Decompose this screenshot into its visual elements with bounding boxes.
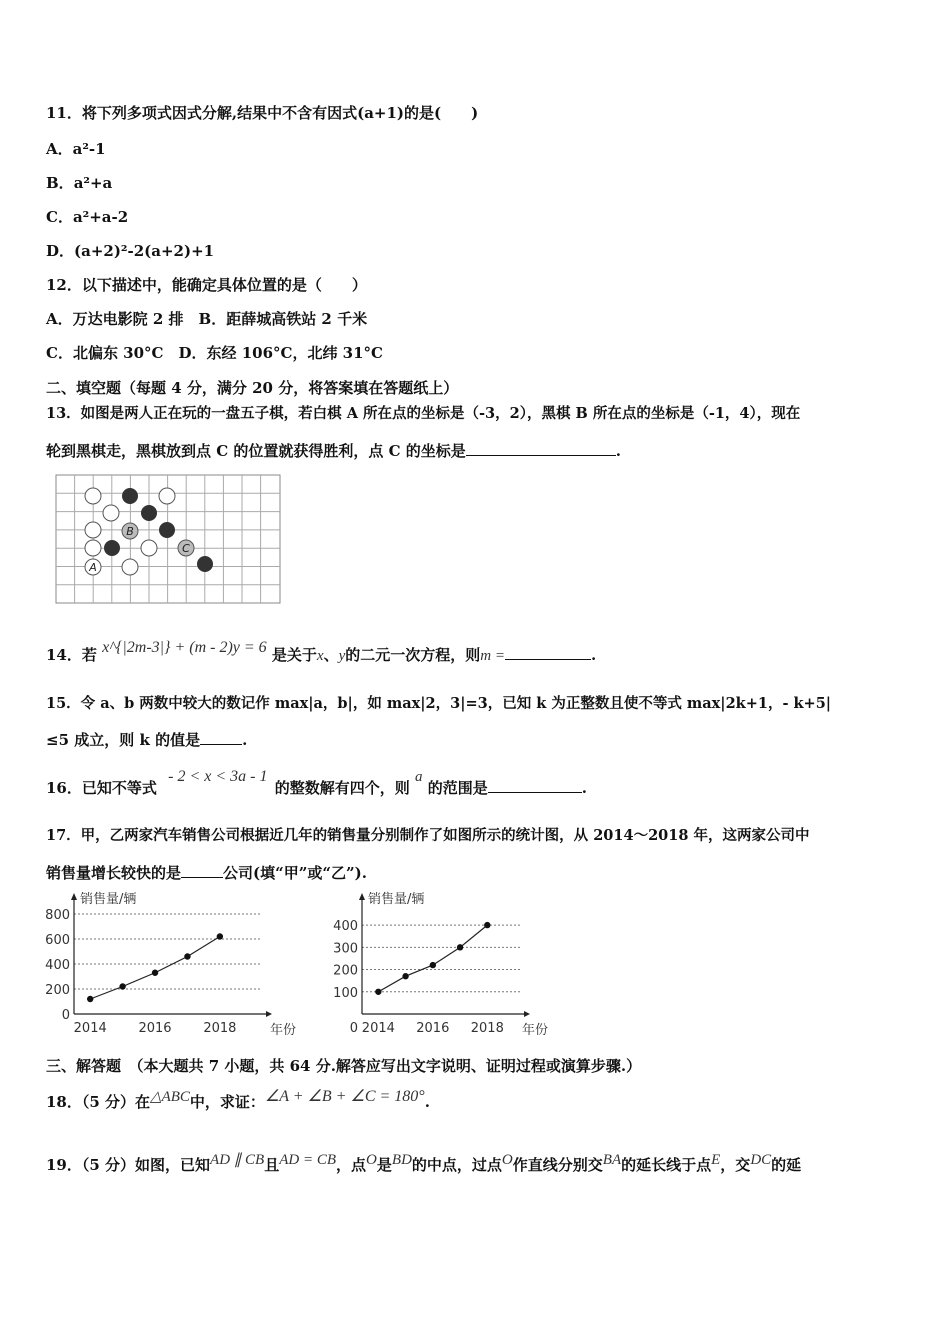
q14-middle: 是关于 <box>271 646 317 664</box>
q19-formula: AD ∥ CB <box>210 1152 265 1168</box>
q17-line1: 17．甲，乙两家汽车销售公司根据近几年的销售量分别制作了如图所示的统计图，从 2014～2018 年，这两家公司中 <box>46 827 810 844</box>
q18-formula: ∠A + ∠B + ∠C = 180° <box>264 1088 425 1105</box>
y-tick-label: 200 <box>333 963 358 979</box>
q18 <box>46 1088 430 1112</box>
black-stone <box>104 540 120 556</box>
origin-label: 0 <box>349 1021 358 1036</box>
y-axis-arrow <box>359 893 365 900</box>
option-label: D． <box>46 242 75 260</box>
y-tick-label: 100 <box>333 985 358 1001</box>
data-point <box>184 953 190 959</box>
q19-formula: BD <box>391 1152 412 1168</box>
q17-line2-b: 公司(填“甲”或“乙”). <box>223 864 367 882</box>
q15-answer-blank[interactable] <box>200 744 242 745</box>
x-tick-label: 2014 <box>73 1021 107 1036</box>
black-stone <box>159 522 175 538</box>
white-stone <box>159 488 175 504</box>
q16-prefix: 16．已知不等式 <box>46 779 157 797</box>
y-tick-label: 0 <box>61 1008 70 1023</box>
q11-stem: 11．将下列多项式因式分解,结果中不含有因式(a+1)的是( ) <box>46 104 479 122</box>
q14-m-eq: m = <box>480 648 506 664</box>
q15-line2 <box>46 729 247 750</box>
y-tick-label: 600 <box>45 933 70 948</box>
option-text: a²+a <box>73 174 113 192</box>
x-axis-arrow <box>266 1011 272 1017</box>
sales-chart-yi <box>332 888 562 1040</box>
q13-line1: 13．如图是两人正在玩的一盘五子棋，若白棋 A 所在点的坐标是（-3，2），黑棋 B 所在点的坐标是（-1，4），现在 <box>46 405 801 422</box>
x-tick-label: 2018 <box>470 1021 504 1036</box>
data-point <box>87 996 93 1002</box>
q16-answer-blank[interactable] <box>488 792 582 793</box>
data-point <box>152 970 158 976</box>
q19-text: 的延 <box>771 1156 802 1174</box>
y-axis-arrow <box>71 893 77 900</box>
white-stone <box>141 540 157 556</box>
q19-formula: DC <box>750 1152 772 1168</box>
series-line <box>90 937 220 1000</box>
black-stone <box>197 556 213 572</box>
q11-option-a <box>46 138 106 159</box>
data-point <box>430 962 436 968</box>
q14-prefix: 14．若 <box>46 646 97 664</box>
q13-answer-blank[interactable] <box>466 455 616 456</box>
y-axis-label: 销售量/辆 <box>368 892 425 907</box>
q14-var-x: x <box>316 648 324 664</box>
q19-formula: E <box>711 1152 721 1168</box>
q13-line2 <box>46 440 621 461</box>
option-text: (a+2)²-2(a+2)+1 <box>74 242 215 260</box>
q14-answer-blank[interactable] <box>505 659 591 660</box>
q19-text: ，点 <box>336 1156 367 1174</box>
gomoku-board <box>55 474 283 606</box>
white-stone <box>122 559 138 575</box>
label-b: B <box>126 525 134 538</box>
q19-text: 作直线分别交 <box>512 1156 603 1174</box>
y-tick-label: 300 <box>333 941 358 957</box>
label-c: C <box>182 542 190 555</box>
q16-suffix: 的范围是 <box>427 779 488 797</box>
q19-text: 的延长线于点 <box>621 1156 712 1174</box>
q19-text: 是 <box>376 1156 392 1174</box>
q17-answer-blank[interactable] <box>181 877 223 878</box>
q18-end: . <box>424 1093 430 1111</box>
q18-middle: 中，求证： <box>189 1093 265 1111</box>
data-point <box>484 922 490 928</box>
q12-options-row2: C．北偏东 30°C D．东经 106°C，北纬 31°C <box>46 344 383 362</box>
q11-option-c <box>46 206 128 227</box>
q17-line2 <box>46 862 367 883</box>
x-tick-label: 2014 <box>361 1021 395 1036</box>
y-tick-label: 200 <box>45 983 70 998</box>
data-point <box>217 933 223 939</box>
x-tick-label: 2016 <box>138 1021 172 1036</box>
q14 <box>46 639 597 665</box>
q12-stem: 12．以下描述中，能确定具体位置的是（ ） <box>46 276 367 294</box>
q19-formula: AD = CB <box>279 1152 337 1168</box>
q15-end: . <box>242 731 248 749</box>
x-axis-arrow <box>524 1011 530 1017</box>
q16-middle: 的整数解有四个，则 <box>274 779 410 797</box>
black-stone <box>141 505 157 521</box>
data-point <box>375 989 381 995</box>
white-stone <box>103 505 119 521</box>
q16-inequality: - 2 < x < 3a - 1 <box>168 768 268 785</box>
label-a: A <box>89 561 97 574</box>
x-tick-label: 2018 <box>203 1021 237 1036</box>
q14-equation: x^{|2m-3|} + (m - 2)y = 6 <box>102 639 267 656</box>
q15-line1: 15．令 a、b 两数中较大的数记作 max|a，b|，如 max|2，3|=3，已知 k 为正整数且使不等式 max|2k+1，- k+5| <box>46 695 832 712</box>
option-label: A． <box>46 140 73 158</box>
q12-options-row1: A．万达电影院 2 排 B．距薛城高铁站 2 千米 <box>46 310 368 328</box>
q18-prefix: 18．（5 分）在 <box>46 1093 151 1111</box>
y-axis-label: 销售量/辆 <box>80 892 137 907</box>
q17-line2-a: 销售量增长较快的是 <box>46 864 182 882</box>
q19-text: 且 <box>264 1156 280 1174</box>
q19-formula: O <box>501 1152 513 1168</box>
y-tick-label: 400 <box>45 958 70 973</box>
data-point <box>402 973 408 979</box>
option-text: a²+a-2 <box>72 208 129 226</box>
y-tick-label: 800 <box>45 908 70 923</box>
x-tick-label: 2016 <box>416 1021 450 1036</box>
q18-triangle: △ABC <box>150 1089 190 1105</box>
q19 <box>46 1154 801 1175</box>
option-label: C． <box>46 208 73 226</box>
option-text: a²-1 <box>72 140 106 158</box>
sales-chart-jia <box>44 888 306 1040</box>
q14-var-y: y <box>338 648 346 664</box>
white-stone <box>85 488 101 504</box>
q11-option-b <box>46 172 112 193</box>
x-axis-label: 年份 <box>270 1023 297 1038</box>
q14-sep: 、 <box>323 646 339 664</box>
y-tick-label: 400 <box>333 919 358 935</box>
section2-header: 二、填空题（每题 4 分，满分 20 分，将答案填在答题纸上） <box>46 379 459 397</box>
q16-var-a: a <box>414 769 423 785</box>
q19-text: ，交 <box>720 1156 751 1174</box>
white-stone <box>85 522 101 538</box>
q14-end: . <box>591 646 597 664</box>
data-point <box>119 983 125 989</box>
q19-formula: O <box>366 1152 377 1168</box>
option-label: B． <box>46 174 74 192</box>
q14-suffix: 的二元一次方程，则 <box>345 646 481 664</box>
q19-text: 的中点，过点 <box>411 1156 502 1174</box>
white-stone <box>85 540 101 556</box>
section3-header: 三、解答题 （本大题共 7 小题，共 64 分.解答应写出文字说明、证明过程或演算步骤.） <box>46 1057 642 1075</box>
q11-option-d <box>46 240 214 261</box>
q19-text: 19．（5 分）如图，已知 <box>46 1156 211 1174</box>
x-axis-label: 年份 <box>522 1023 549 1038</box>
q19-formula: BA <box>602 1152 622 1168</box>
q13-end: . <box>615 442 622 460</box>
black-stone <box>122 488 138 504</box>
q15-line2-text: ≤5 成立，则 k 的值是 <box>46 731 201 749</box>
series-line <box>378 925 487 992</box>
q13-line2-text: 轮到黑棋走，黑棋放到点 C 的位置就获得胜利，点 C 的坐标是 <box>46 442 466 460</box>
q16-end: . <box>581 779 587 797</box>
data-point <box>457 944 463 950</box>
q16 <box>46 768 587 798</box>
